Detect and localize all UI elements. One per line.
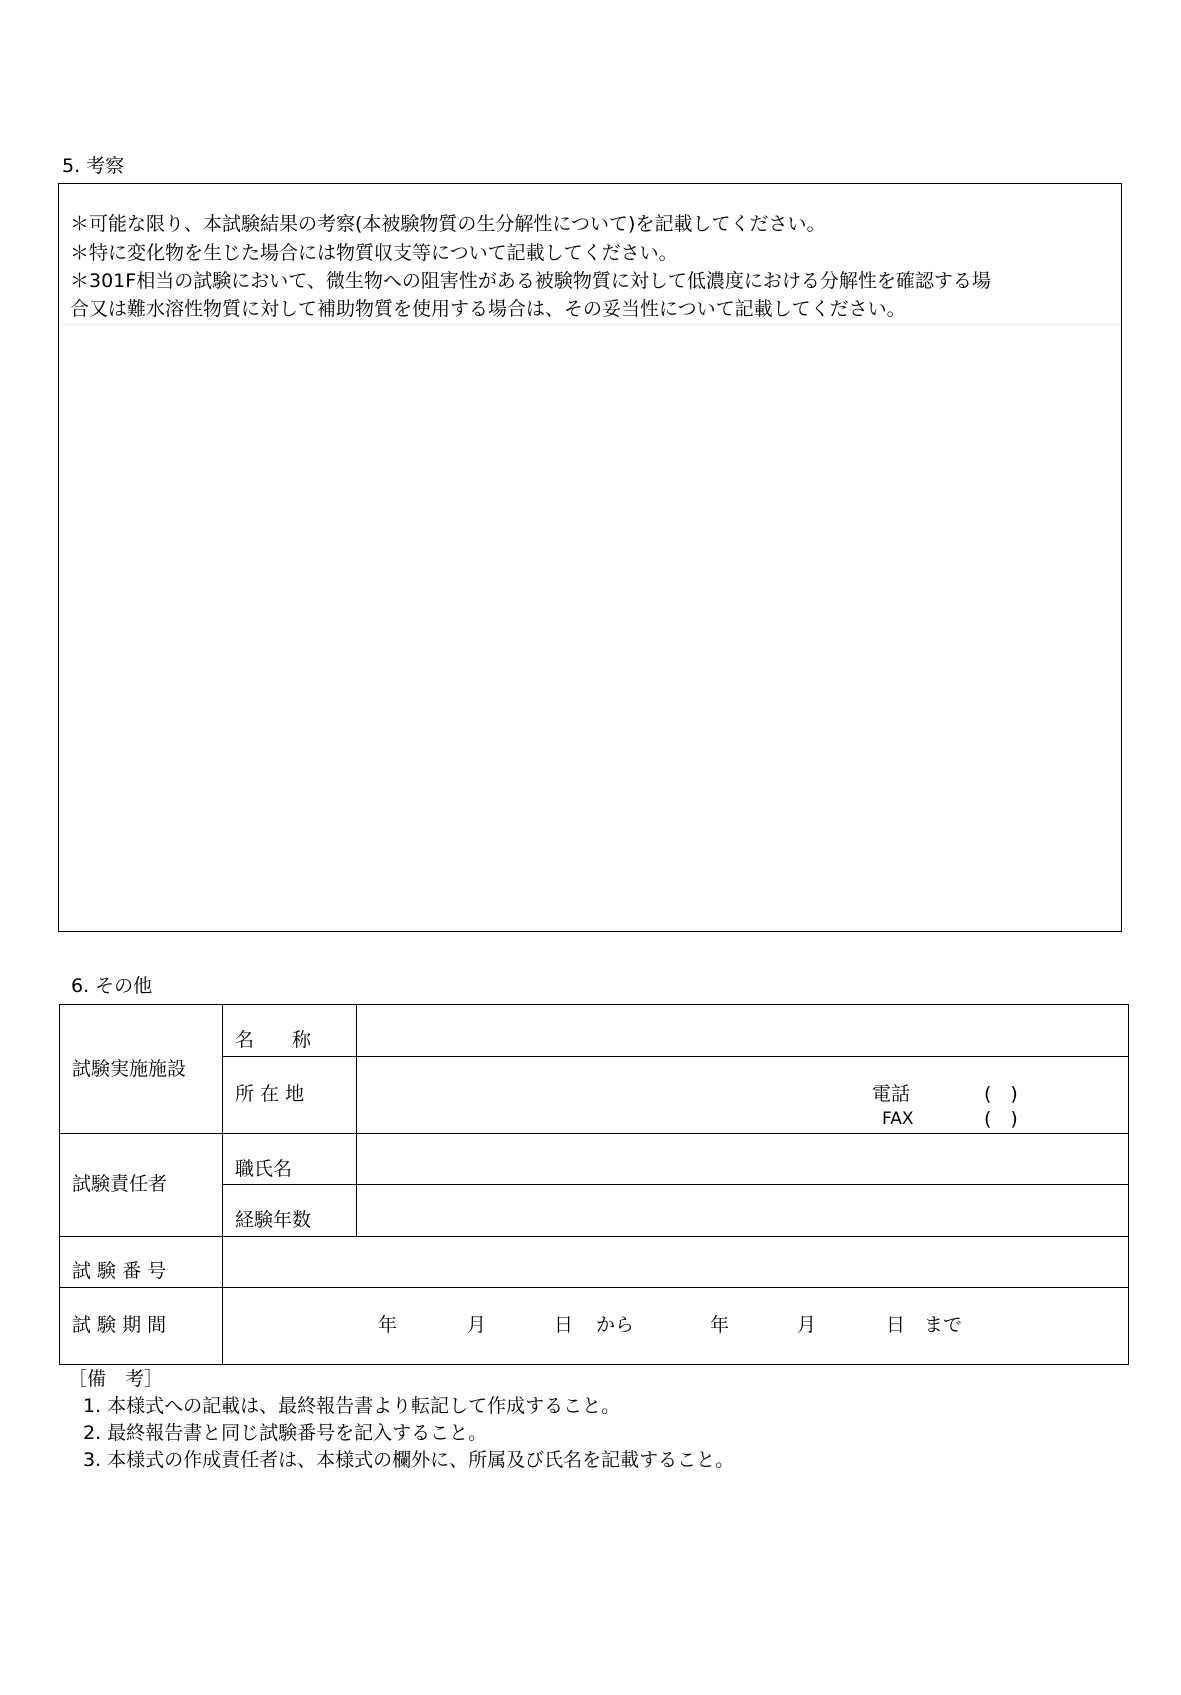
- test-number-field[interactable]: [223, 1237, 1128, 1286]
- section5-title: 5. 考察: [62, 155, 125, 177]
- discussion-box[interactable]: [58, 183, 1122, 932]
- phone-area-code: ( ): [984, 1083, 1018, 1105]
- facility-name-label: 名 称: [235, 1029, 312, 1051]
- test-period-label: 試 験 期 間: [72, 1314, 167, 1336]
- remark-item: 1. 本様式への記載は、最終報告書より転記して作成すること。: [83, 1395, 621, 1417]
- test-number-label: 試 験 番 号: [72, 1260, 167, 1282]
- test-period-field[interactable]: [223, 1288, 1128, 1364]
- end-month-unit: 月: [797, 1314, 817, 1336]
- title-name-label: 職氏名: [235, 1158, 293, 1180]
- instruction-line: ＊301F相当の試験において、微生物への阻害性がある被験物質に対して低濃度における分解性を確認する場: [70, 270, 991, 292]
- start-day-unit: 日: [554, 1314, 574, 1336]
- phone-label: 電話: [872, 1083, 911, 1105]
- start-month-unit: 月: [467, 1314, 487, 1336]
- remarks-title: ［備 考］: [68, 1368, 164, 1390]
- experience-label: 経験年数: [235, 1209, 312, 1231]
- end-year-unit: 年: [710, 1314, 730, 1336]
- facility-name-field[interactable]: [357, 1005, 1128, 1055]
- instruction-line: 合又は難水溶性物質に対して補助物質を使用する場合は、その妥当性について記載してください。: [70, 298, 906, 320]
- remark-item: 2. 最終報告書と同じ試験番号を記入すること。: [83, 1422, 488, 1444]
- title-name-field[interactable]: [357, 1134, 1128, 1183]
- from-text: から: [596, 1314, 635, 1336]
- remark-item: 3. 本様式の作成責任者は、本様式の欄外に、所属及び氏名を記載すること。: [83, 1449, 735, 1471]
- fax-label: FAX: [882, 1109, 914, 1129]
- facility-address-label: 所 在 地: [235, 1083, 305, 1105]
- instruction-line: ＊可能な限り、本試験結果の考察(本被験物質の生分解性について)を記載してください。: [70, 213, 826, 235]
- section6-title: 6. その他: [71, 975, 153, 997]
- fax-area-code: ( ): [984, 1108, 1018, 1130]
- divider: [60, 324, 1120, 325]
- start-year-unit: 年: [378, 1314, 398, 1336]
- director-label: 試験責任者: [72, 1173, 168, 1195]
- end-day-unit: 日: [886, 1314, 906, 1336]
- facility-label: 試験実施施設: [72, 1058, 187, 1080]
- experience-field[interactable]: [357, 1185, 1128, 1235]
- instruction-line: ＊特に変化物を生じた場合には物質収支等について記載してください。: [70, 242, 678, 264]
- until-text: まで: [924, 1314, 963, 1336]
